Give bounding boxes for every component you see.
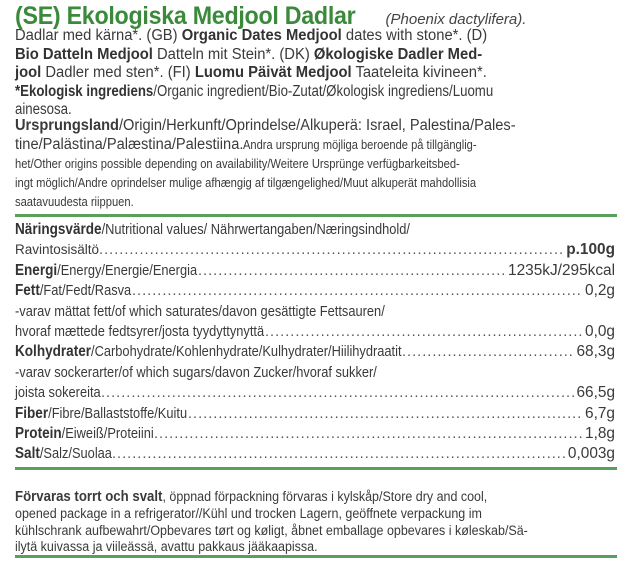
nutrient-name: Protein — [15, 424, 62, 442]
nutrient-value: 66,5g — [576, 384, 615, 402]
leader-dots — [154, 424, 583, 444]
origin-note-line-4: ingt möglich/Andre oprindelser mulige afhængig af tilgængelighed/Muut alkuperät mahdollisia — [15, 175, 477, 190]
nutrient-name: Fiber — [15, 404, 49, 422]
nutrient-translations: hvoraf mættede fedtsyrer/josta tyydyttynyttä — [15, 323, 265, 340]
nutrient-value: 0,2g — [585, 282, 615, 300]
nutrition-row — [15, 424, 615, 444]
leader-dots — [112, 444, 566, 464]
nutrient-name: Kolhydrater — [15, 343, 92, 361]
nutrition-header-label: Näringsvärde — [15, 221, 102, 238]
nutrient-value: 0,0g — [585, 322, 615, 340]
nutrient-name: Fett — [15, 282, 40, 300]
nutrient-label — [15, 404, 188, 424]
origin-countries-cont: tine/Palästina/Palæstina/Palestiina. — [15, 136, 244, 153]
organic-ingredient-translations-cont: ainesosa. — [15, 101, 72, 119]
nutrient-label — [15, 302, 385, 322]
nutrition-header-translations: /Nutritional values/ Nährwertangaben/Næringsindhold/ — [101, 222, 410, 238]
leader-dots — [188, 404, 583, 424]
nutrition-row — [15, 363, 615, 383]
per-label: Ravintosisältö — [15, 242, 100, 258]
nutrition-row — [15, 342, 615, 362]
origin-countries: /Origin/Herkunft/Oprindelse/Alkuperä: Israel, Palestina/Pales- — [118, 117, 516, 134]
storage-text-line-4: ilytä kuivassa ja viileässä, avattu pakkaus jääkaapissa. — [15, 539, 318, 556]
gb-description: dates with stone*. (D) — [341, 27, 488, 44]
nutrient-label — [15, 444, 112, 464]
country-of-origin — [15, 117, 615, 212]
nutrient-translations: /Energy/Energie/Energia — [57, 262, 198, 279]
nutrient-translations: -varav mättat fett/of which saturates/davon gesättigte Fettsauren/ — [15, 303, 385, 320]
dk-product-name-cont: jool — [15, 64, 42, 82]
nutrition-row — [15, 404, 615, 424]
dk-description: Dadler med sten*. (FI) — [41, 64, 195, 82]
origin-note-line-3: het/Other origins possible depending on availability/Weitere Ursprünge verfügbarkeitsbed- — [15, 156, 460, 171]
nutrient-translations: /Salz/Suolaa — [39, 446, 112, 463]
nutrient-value: 6,7g — [585, 404, 615, 422]
nutrient-value: 68,3g — [576, 343, 615, 361]
de-product-name: Bio Datteln Medjool — [15, 45, 153, 63]
gb-product-name: Organic Dates Medjool — [181, 27, 342, 44]
nutrient-label — [15, 363, 377, 383]
leader-dots — [198, 261, 506, 281]
latin-name: (Phoenix dactylifera). — [385, 11, 527, 28]
fi-product-name: Luomu Päivät Medjool — [194, 64, 352, 82]
nutrient-translations: /Fat/Fedt/Rasva — [39, 283, 132, 300]
origin-note-line-5: saatavuudesta riippuen. — [15, 194, 134, 209]
nutrition-row — [15, 322, 615, 342]
nutrition-row — [15, 281, 615, 301]
per-value: p.100g — [566, 241, 615, 259]
nutrient-label — [15, 261, 198, 281]
nutrient-translations: -varav sockerarter/of which sugars/davon Zucker/hvoraf sukker/ — [15, 364, 377, 381]
storage-instructions — [15, 489, 615, 556]
nutrient-value: 0,003g — [567, 445, 615, 463]
fi-description: Taateleita kivineen*. — [351, 64, 487, 82]
dk-product-name: Økologiske Dadler Med- — [313, 45, 483, 63]
leader-dots — [99, 240, 564, 260]
organic-ingredient-translations: /Organic ingredient/Bio-Zutat/Økologisk ingrediens/Luomu — [153, 82, 494, 100]
nutrient-label — [15, 342, 402, 362]
nutrient-translations: /Carbohydrate/Kohlenhydrate/Kulhydrater/Hiilihydraatit — [91, 344, 402, 361]
de-description: Datteln mit Stein*. (DK) — [152, 45, 314, 63]
nutrient-label — [15, 424, 154, 444]
nutrition-per-row — [15, 240, 615, 260]
nutrient-name: Energi — [15, 261, 58, 279]
nutrition-row — [15, 302, 615, 322]
product-title: (SE) Ekologiska Medjool Dadlar — [15, 2, 356, 30]
leader-dots — [101, 383, 574, 403]
se-description: Dadlar med kärna*. (GB) — [15, 27, 182, 44]
nutrition-row — [15, 261, 615, 281]
divider-top — [15, 214, 617, 217]
divider-middle — [15, 467, 617, 470]
nutrient-name: Salt — [15, 445, 40, 463]
nutrition-row — [15, 444, 615, 464]
nutrition-header — [15, 220, 615, 240]
product-description — [15, 27, 615, 120]
nutrition-table — [15, 220, 615, 465]
storage-text-line-2: opened package in a refrigerator//Kühl und trocken Lagern, geöffnete verpackung im — [15, 505, 482, 522]
leader-dots — [402, 342, 574, 362]
storage-label: Förvaras torrt och svalt — [15, 488, 163, 505]
divider-bottom — [15, 555, 617, 558]
leader-dots — [265, 322, 583, 342]
nutrient-translations: /Eiweiß/Proteiini — [61, 425, 154, 442]
storage-text-line-1: , öppnad förpackning förvaras i kylskåp/Store dry and cool, — [162, 489, 488, 505]
nutrient-translations: joista sokereita — [15, 385, 101, 402]
nutrition-row — [15, 383, 615, 403]
nutrient-label — [15, 281, 132, 301]
leader-dots — [132, 281, 583, 301]
nutrient-value: 1235kJ/295kcal — [508, 261, 615, 279]
nutrient-value: 1,8g — [585, 424, 615, 442]
origin-note: Andra ursprung möjliga beroende på tillgänglig- — [243, 137, 477, 152]
origin-label: Ursprungsland — [15, 117, 119, 134]
storage-text-line-3: kühlschrank aufbewahrt/Opbevares tørt og køligt, åbnet emballage opbevares i køleskab/Sä- — [15, 522, 528, 539]
nutrient-label — [15, 322, 265, 342]
nutrient-label — [15, 383, 101, 403]
nutrient-translations: /Fibre/Ballaststoffe/Kuitu — [48, 405, 188, 422]
organic-ingredient-label: *Ekologisk ingrediens — [15, 82, 154, 100]
